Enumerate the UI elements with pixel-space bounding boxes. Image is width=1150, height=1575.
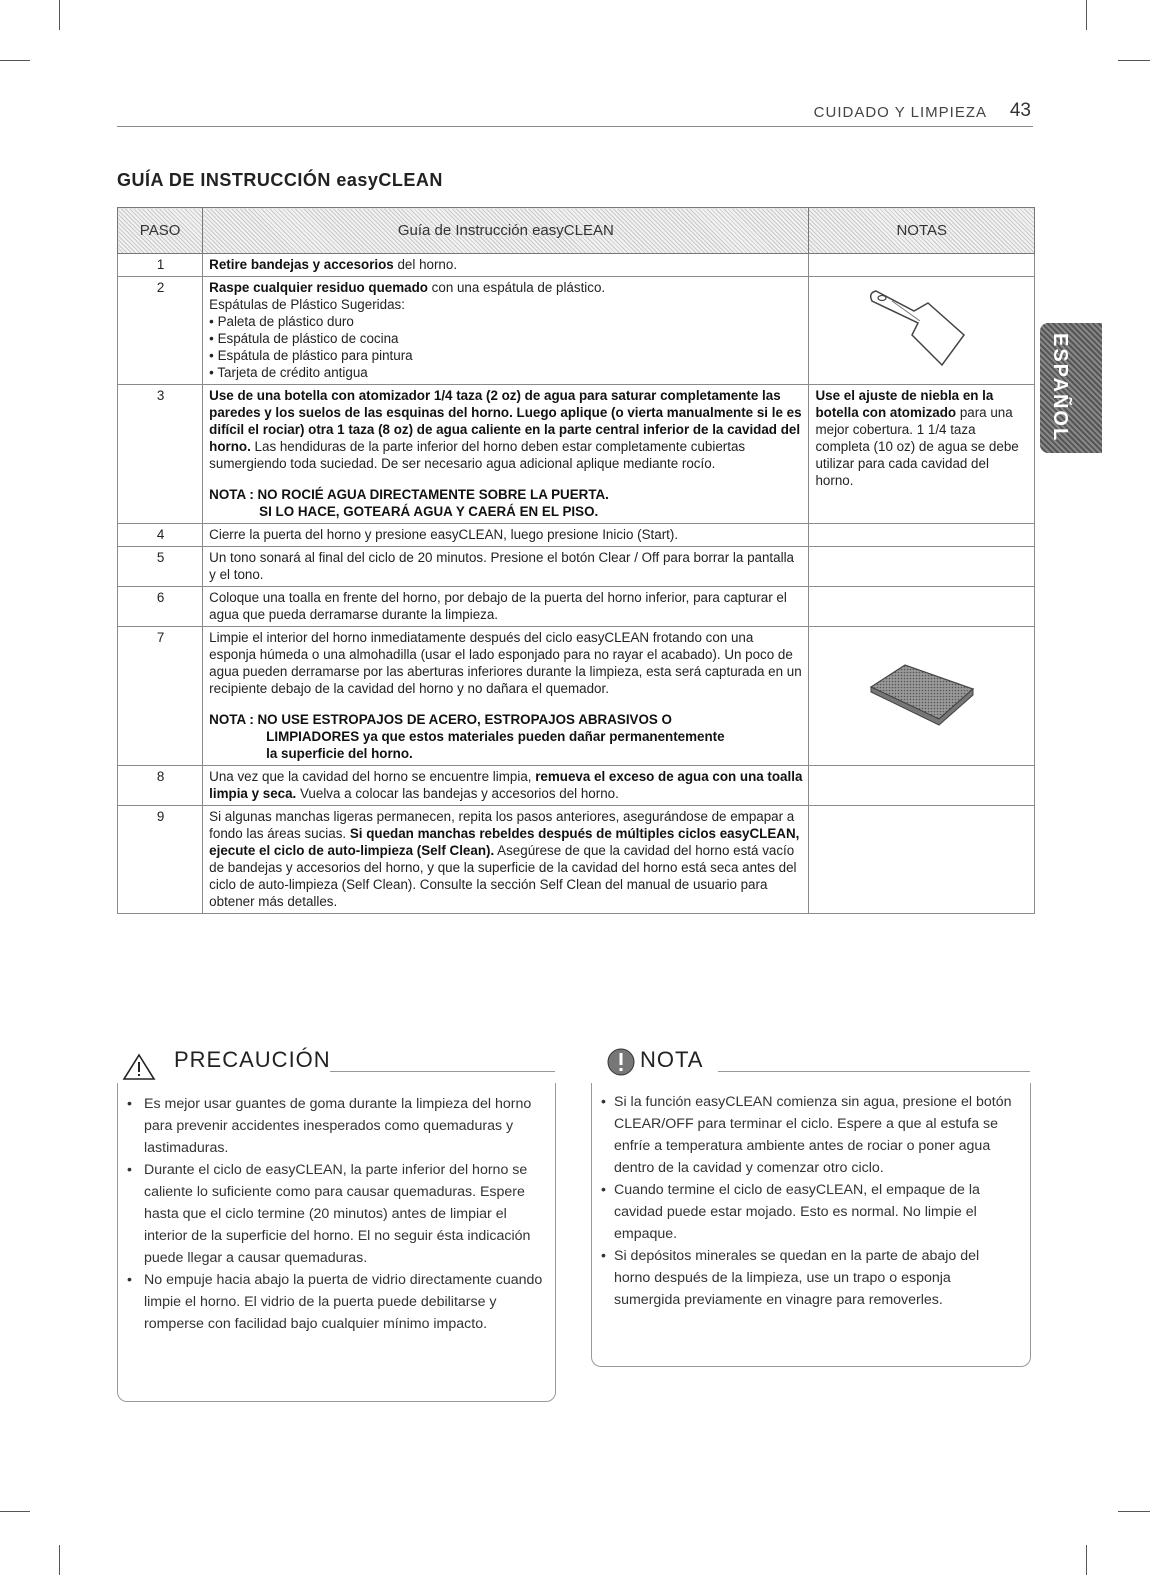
step-note	[809, 254, 1035, 277]
step-text: Una vez que la cavidad del horno se encuentre limpia, remueva el exceso de agua con una toalla limpia y seca. Vuelva a colocar las bandejas y accesorios del horno.	[203, 766, 809, 806]
language-tab-label: ESPAÑOL	[1049, 333, 1071, 443]
crop-mark	[1118, 60, 1150, 61]
table-row	[118, 587, 1035, 627]
crop-mark	[59, 1545, 60, 1575]
table-row	[118, 627, 1035, 766]
step-text: Raspe cualquier residuo quemado con una espátula de plástico. Espátulas de Plástico Sugeridas: • Paleta de plástico duro • Espátula de plástico de cocina • Espátula de plástico para pintura • Tarjeta de crédito antigua	[203, 277, 809, 385]
step-number: 1	[118, 254, 203, 277]
table-row	[118, 254, 1035, 277]
step-note	[809, 277, 1035, 385]
table-row	[118, 547, 1035, 587]
step-number: 2	[118, 277, 203, 385]
page-header	[117, 102, 1033, 127]
crop-mark	[1086, 0, 1087, 30]
caution-box	[117, 1047, 556, 1402]
caution-title: PRECAUCIÓN	[174, 1047, 331, 1072]
warning-triangle-icon	[122, 1053, 156, 1081]
step-number: 3	[118, 385, 203, 524]
table-row	[118, 524, 1035, 547]
warning-note: NOTA : NO USE ESTROPAJOS DE ACERO, ESTROPAJOS ABRASIVOS O LIMPIADORES ya que estos materiales pueden dañar permanentemente la superficie del horno.	[209, 712, 725, 761]
page-number: 43	[1009, 100, 1031, 121]
step-note	[809, 806, 1035, 914]
crop-mark	[1086, 1545, 1087, 1575]
step-note	[809, 766, 1035, 806]
step-note	[809, 547, 1035, 587]
table-row	[118, 766, 1035, 806]
note-item: • Si depósitos minerales se quedan en la parte de abajo del horno después de la limpieza, use un trapo o esponja sumergida previamente en vinagre para removerles.	[592, 1245, 1012, 1311]
caution-item: • Durante el ciclo de easyCLEAN, la parte inferior del horno se caliente lo suficiente como para causar quemaduras. Espere hasta que el ciclo termine (20 minutos) antes de limpiar el interior de la superficie del horno. El no seguir ésta indicación puede llegar a causar quemaduras.	[118, 1159, 549, 1269]
info-exclamation-icon	[606, 1047, 636, 1077]
note-box	[591, 1047, 1031, 1367]
table-row	[118, 385, 1035, 524]
step-note	[809, 587, 1035, 627]
step-note	[809, 627, 1035, 766]
caution-item: • Es mejor usar guantes de goma durante la limpieza del horno para prevenir accidentes inesperados como quemaduras y lastimaduras.	[118, 1093, 549, 1159]
step-number: 5	[118, 547, 203, 587]
crop-mark	[0, 1511, 30, 1512]
crop-mark	[59, 0, 60, 30]
table-header-row	[118, 208, 1035, 254]
step-number: 9	[118, 806, 203, 914]
crop-mark	[1118, 1511, 1150, 1512]
step-note	[809, 524, 1035, 547]
step-number: 6	[118, 587, 203, 627]
step-text: Cierre la puerta del horno y presione easyCLEAN, luego presione Inicio (Start).	[203, 524, 809, 547]
crop-mark	[0, 60, 30, 61]
step-text: Coloque una toalla en frente del horno, por debajo de la puerta del horno inferior, para capturar el agua que pueda derramarse durante la limpieza.	[203, 587, 809, 627]
step-note: Use el ajuste de niebla en la botella con atomizado para una mejor cobertura. 1 1/4 taza completa (10 oz) de agua se debe utilizar para cada cavidad del horno.	[809, 385, 1035, 524]
step-number: 4	[118, 524, 203, 547]
instruction-table	[117, 207, 1035, 914]
table-row	[118, 277, 1035, 385]
step-number: 8	[118, 766, 203, 806]
column-header-notes: NOTAS	[809, 208, 1035, 254]
step-text: Use de una botella con atomizador 1/4 taza (2 oz) de agua para saturar completamente las paredes y los suelos de las esquinas del horno. Luego aplique (o vierta manualmente si le es difícil el rociar) otra 1 taza (8 oz) de agua caliente en la parte central inferior de la cavidad del horno. Las hendiduras de la parte inferior del horno deben estar completamente cubiertas sumergiendo toda suciedad. De ser necesario agua adicional aplique mediante rocío. NOTA : NO ROCIÉ AGUA DIRECTAMENTE SOBRE LA PUERTA. SI LO HACE, GOTEARÁ AGUA Y CAERÁ EN EL PISO.	[203, 385, 809, 524]
step-text: Retire bandejas y accesorios del horno.	[203, 254, 809, 277]
section-title: CUIDADO Y LIMPIEZA	[813, 104, 987, 121]
column-header-guide: Guía de Instrucción easyCLEAN	[203, 208, 809, 254]
column-header-step: PASO	[118, 208, 203, 254]
language-tab	[1040, 323, 1102, 453]
spatula-icon	[862, 283, 982, 373]
step-text: Si algunas manchas ligeras permanecen, repita los pasos anteriores, asegurándose de empapar a fondo las áreas sucias. Si quedan manchas rebeldes después de múltiples ciclos easyCLEAN, ejecute el ciclo de auto-limpieza (Self Clean). Asegúrese de que la cavidad del horno está vacío de bandejas y accesorios del horno, y que la superficie de la cavidad del horno está seca antes del ciclo de auto-limpieza (Self Clean). Consulte la sección Self Clean del manual de usuario para obtener más detalles.	[203, 806, 809, 914]
note-item: • Cuando termine el ciclo de easyCLEAN, el empaque de la cavidad puede estar mojado. Esto es normal. No limpie el empaque.	[592, 1179, 1012, 1245]
note-item: • Si la función easyCLEAN comienza sin agua, presione el botón CLEAR/OFF para terminar el ciclo. Espere a que al estufa se enfríe a temperatura ambiente antes de rociar o poner agua dentro de la cavidad y comenzar otro ciclo.	[592, 1091, 1012, 1179]
caution-item: • No empuje hacia abajo la puerta de vidrio directamente cuando limpie el horno. El vidrio de la puerta puede debilitarse y romperse con facilidad bajo cualquier mínimo impacto.	[118, 1269, 549, 1335]
step-text: Un tono sonará al final del ciclo de 20 minutos. Presione el botón Clear / Off para borrar la pantalla y el tono.	[203, 547, 809, 587]
step-text: Limpie el interior del horno inmediatamente después del ciclo easyCLEAN frotando con una esponja húmeda o una almohadilla (usar el lado esponjado para no rayar el acabado). Un poco de agua pueden derramarse por las aberturas inferiores durante la limpieza, esta será capturada en un recipiente debajo de la cavidad del horno y no dañara el quemador. NOTA : NO USE ESTROPAJOS DE ACERO, ESTROPAJOS ABRASIVOS O LIMPIADORES ya que estos materiales pueden dañar permanentemente la superficie del horno.	[203, 627, 809, 766]
table-row	[118, 806, 1035, 914]
note-title: NOTA	[640, 1047, 704, 1072]
warning-note: NOTA : NO ROCIÉ AGUA DIRECTAMENTE SOBRE LA PUERTA. SI LO HACE, GOTEARÁ AGUA Y CAERÁ EN EL PISO.	[209, 487, 609, 519]
step-number: 7	[118, 627, 203, 766]
sponge-icon	[867, 659, 977, 729]
page-title: GUÍA DE INSTRUCCIÓN easyCLEAN	[117, 170, 443, 190]
